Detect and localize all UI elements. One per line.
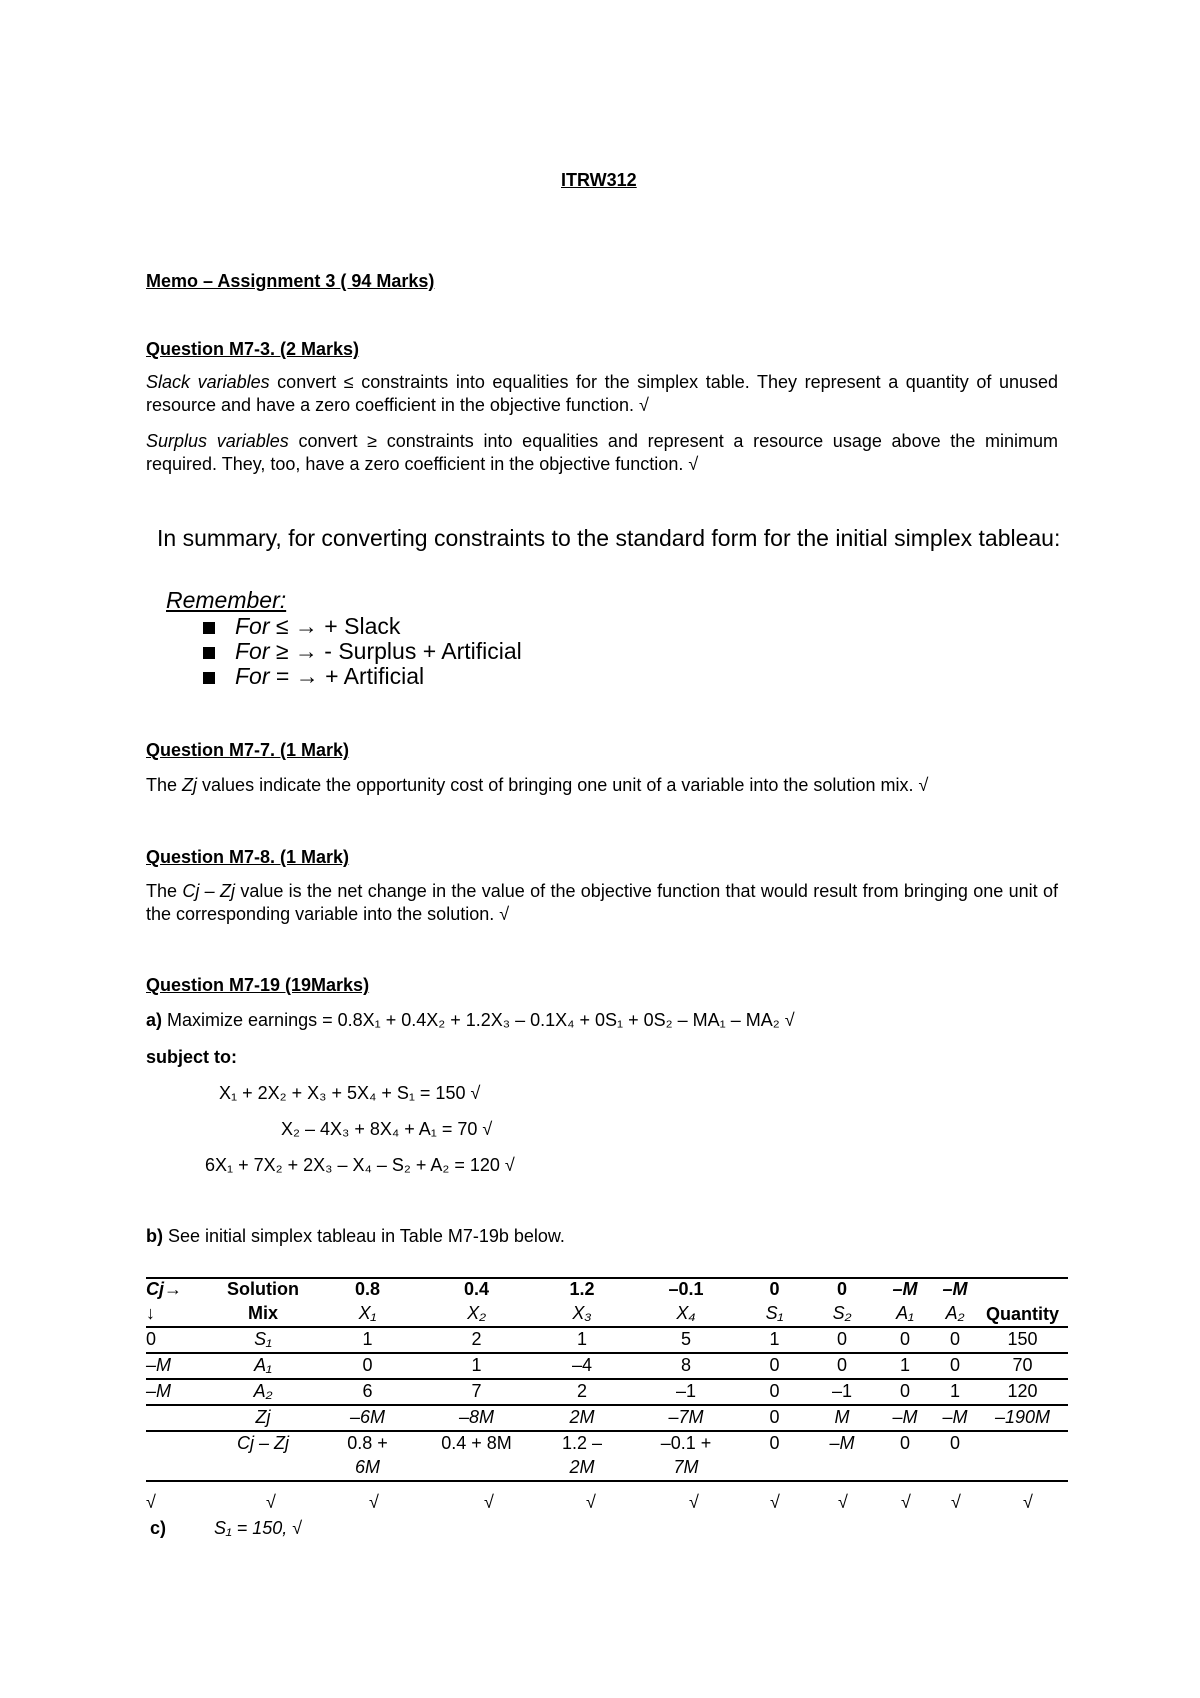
table-cell: 1 [419, 1353, 534, 1379]
table-cell: 1 [933, 1379, 977, 1405]
table-cell: Cj→ [146, 1279, 182, 1299]
q3-surplus-paragraph [146, 430, 1058, 476]
table-row-cj-zj-cont [146, 1456, 1068, 1481]
table-header-row [146, 1302, 1068, 1327]
q8-heading: Question M7-8. (1 Mark) [146, 847, 350, 867]
table-cell: 0 [807, 1353, 877, 1379]
table-cell: 120 [977, 1379, 1068, 1405]
table-cell: 0 [742, 1405, 807, 1431]
table-cell: S₁ [742, 1302, 807, 1327]
table-cell: –7M [630, 1405, 742, 1431]
table-cell: –M [146, 1379, 210, 1405]
summary-bullet: For ≥ → - Surplus + Artificial [203, 638, 522, 665]
table-cell [933, 1456, 977, 1481]
table-cell: –M [933, 1405, 977, 1431]
table-cell: 0 [899, 1433, 910, 1453]
table-cell: 0 [933, 1353, 977, 1379]
q8-paragraph: The Cj – Zj value is the net change in the value of the objective function that would result from bringing one unit of the corresponding variable into the solution. √ [146, 881, 1058, 924]
constraint-3: 6X₁ + 7X₂ + 2X₃ – X₄ – S₂ + A₂ = 120 √ [205, 1155, 515, 1175]
surplus-term: Surplus variables [146, 431, 289, 451]
table-cell: 1 [534, 1327, 630, 1353]
table-cell: S₂ [807, 1302, 877, 1327]
tick-mark: √ [770, 1492, 780, 1512]
table-cell: –M [892, 1279, 918, 1299]
table-cell: S₁ [210, 1327, 316, 1353]
table-cell: ↓ [146, 1302, 210, 1327]
table-cell [977, 1456, 1068, 1481]
table-cell: 0 [742, 1379, 807, 1405]
slack-text: convert ≤ constraints into equalities for the simplex table. They represent a quantity of unused resource and have a zero coefficient in the objective function. √ [146, 372, 1058, 415]
table-cell: Solution [227, 1279, 299, 1299]
table-cell: 1.2 [569, 1279, 595, 1299]
summary-bullet: For ≤ → + Slack [203, 613, 400, 640]
course-code: ITRW312 [561, 170, 637, 190]
table-cell: 0 [769, 1279, 780, 1299]
surplus-text: convert ≥ constraints into equalities and represent a resource usage above the minimum required. They, too, have a zero coefficient in the objective function. √ [146, 431, 1058, 474]
table-cell: 0.4 [463, 1279, 490, 1299]
tick-mark: √ [689, 1492, 699, 1512]
table-cell: 0 [146, 1327, 210, 1353]
table-cell: 6M [316, 1456, 419, 1481]
table-cell: 1.2 – [561, 1433, 603, 1453]
table-cell [210, 1456, 316, 1481]
table-cell: 0.8 + [347, 1433, 388, 1453]
table-cell: 0 [933, 1327, 977, 1353]
table-cell [977, 1431, 1068, 1456]
table-cell: –190M [977, 1405, 1068, 1431]
bullet-icon [203, 647, 215, 659]
q7-paragraph: The Zj values indicate the opportunity cost of bringing one unit of a variable into the solution mix. √ [146, 775, 929, 795]
remember-label: Remember: [166, 587, 287, 613]
table-cell: 1 [877, 1353, 933, 1379]
memo-title: Memo – Assignment 3 ( 94 Marks) [146, 271, 435, 291]
table-cell: –0.1 [668, 1279, 704, 1299]
summary-bullet: For = → + Artificial [203, 663, 424, 690]
table-cell: –1 [807, 1379, 877, 1405]
q7-heading: Question M7-7. (1 Mark) [146, 740, 350, 760]
table-cell: 70 [977, 1353, 1068, 1379]
table-header-row [146, 1278, 1068, 1302]
tick-mark: √ [838, 1492, 848, 1512]
table-cell: 2M [534, 1456, 630, 1481]
table-cell: –0.1 + [660, 1433, 712, 1453]
table-cell: –M [942, 1279, 968, 1299]
table-cell: 1 [742, 1327, 807, 1353]
table-cell [877, 1456, 933, 1481]
table-cell: 0 [836, 1279, 847, 1299]
table-cell: 2M [534, 1405, 630, 1431]
table-cell: 150 [977, 1327, 1068, 1353]
table-cell: –M [829, 1433, 855, 1453]
table-cell: 0.8 [354, 1279, 381, 1299]
tick-mark: √ [484, 1492, 494, 1512]
table-cell: 6 [316, 1379, 419, 1405]
table-cell: A₁ [210, 1353, 316, 1379]
table-cell: 0 [316, 1353, 419, 1379]
table-cell: 0 [769, 1433, 780, 1453]
table-cell: –4 [534, 1353, 630, 1379]
tick-mark: √ [1023, 1492, 1033, 1512]
table-row [146, 1379, 1068, 1405]
zj-variable: Zj [182, 775, 198, 795]
table-row-zj [146, 1405, 1068, 1431]
part-c-answer: S₁ = 150, √ [214, 1518, 303, 1538]
table-cell [742, 1456, 807, 1481]
table-cell: X₄ [630, 1302, 742, 1327]
objective-function: Maximize earnings = 0.8X₁ + 0.4X₂ + 1.2X₃ – 0.1X₄ + 0S₁ + 0S₂ – MA₁ – MA₂ √ [167, 1010, 795, 1030]
bullet-icon [203, 672, 215, 684]
slack-term: Slack variables [146, 372, 270, 392]
table-cell [146, 1456, 210, 1481]
table-cell: Quantity [977, 1278, 1068, 1327]
tick-mark: √ [951, 1492, 961, 1512]
table-cell: 1 [316, 1327, 419, 1353]
table-cell: –M [146, 1353, 210, 1379]
table-cell [146, 1405, 210, 1431]
table-cell: 7M [630, 1456, 742, 1481]
table-cell: –M [877, 1405, 933, 1431]
subject-to-label: subject to: [146, 1047, 238, 1067]
table-cell [807, 1456, 877, 1481]
tick-mark: √ [146, 1492, 156, 1512]
bullet-icon [203, 622, 215, 634]
table-row [146, 1327, 1068, 1353]
constraint-2: X₂ – 4X₃ + 8X₄ + A₁ = 70 √ [281, 1119, 493, 1139]
table-cell: –8M [419, 1405, 534, 1431]
table-cell: 0.4 + 8M [441, 1433, 512, 1453]
table-cell: A₂ [933, 1302, 977, 1327]
table-cell: 7 [419, 1379, 534, 1405]
table-cell: 0 [949, 1433, 960, 1453]
part-c-line: c) S₁ = 150, √ [150, 1518, 303, 1538]
table-cell [419, 1456, 534, 1481]
table-cell: 2 [419, 1327, 534, 1353]
table-cell: X₁ [316, 1302, 419, 1327]
simplex-tableau [146, 1278, 1068, 1482]
q3-heading: Question M7-3. (2 Marks) [146, 339, 360, 359]
objective-line: a) Maximize earnings = 0.8X₁ + 0.4X₂ + 1.2X₃ – 0.1X₄ + 0S₁ + 0S₂ – MA₁ – MA₂ √ [146, 1010, 795, 1030]
table-cell: 5 [630, 1327, 742, 1353]
table-cell: M [807, 1405, 877, 1431]
tick-mark: √ [266, 1492, 276, 1512]
table-row-cj-zj [146, 1431, 1068, 1456]
table-cell: A₂ [210, 1379, 316, 1405]
tick-mark: √ [369, 1492, 379, 1512]
table-cell: X₃ [534, 1302, 630, 1327]
table-cell: –6M [316, 1405, 419, 1431]
q19-heading: Question M7-19 (19Marks) [146, 975, 370, 995]
table-cell: 0 [742, 1353, 807, 1379]
table-cell: 8 [630, 1353, 742, 1379]
table-row [146, 1353, 1068, 1379]
cj-zj-variable: Cj – Zj [182, 881, 235, 901]
tick-mark: √ [586, 1492, 596, 1512]
table-cell: 0 [877, 1379, 933, 1405]
table-cell: 2 [534, 1379, 630, 1405]
tick-mark: √ [901, 1492, 911, 1512]
part-b-line: b) See initial simplex tableau in Table M7-19b below. [146, 1226, 565, 1246]
table-cell [146, 1431, 210, 1456]
table-cell: Cj – Zj [236, 1433, 289, 1453]
constraint-1: X₁ + 2X₂ + X₃ + 5X₄ + S₁ = 150 √ [219, 1083, 481, 1103]
q3-slack-paragraph [146, 371, 1058, 417]
table-cell: X₂ [419, 1302, 534, 1327]
table-cell: –1 [630, 1379, 742, 1405]
table-cell: 0 [807, 1327, 877, 1353]
table-cell: Mix [210, 1302, 316, 1327]
table-cell: A₁ [877, 1302, 933, 1327]
summary-text: In summary, for converting constraints to the standard form for the initial simplex tableau: [157, 525, 1061, 551]
table-cell: 0 [877, 1327, 933, 1353]
table-cell: Zj [210, 1405, 316, 1431]
